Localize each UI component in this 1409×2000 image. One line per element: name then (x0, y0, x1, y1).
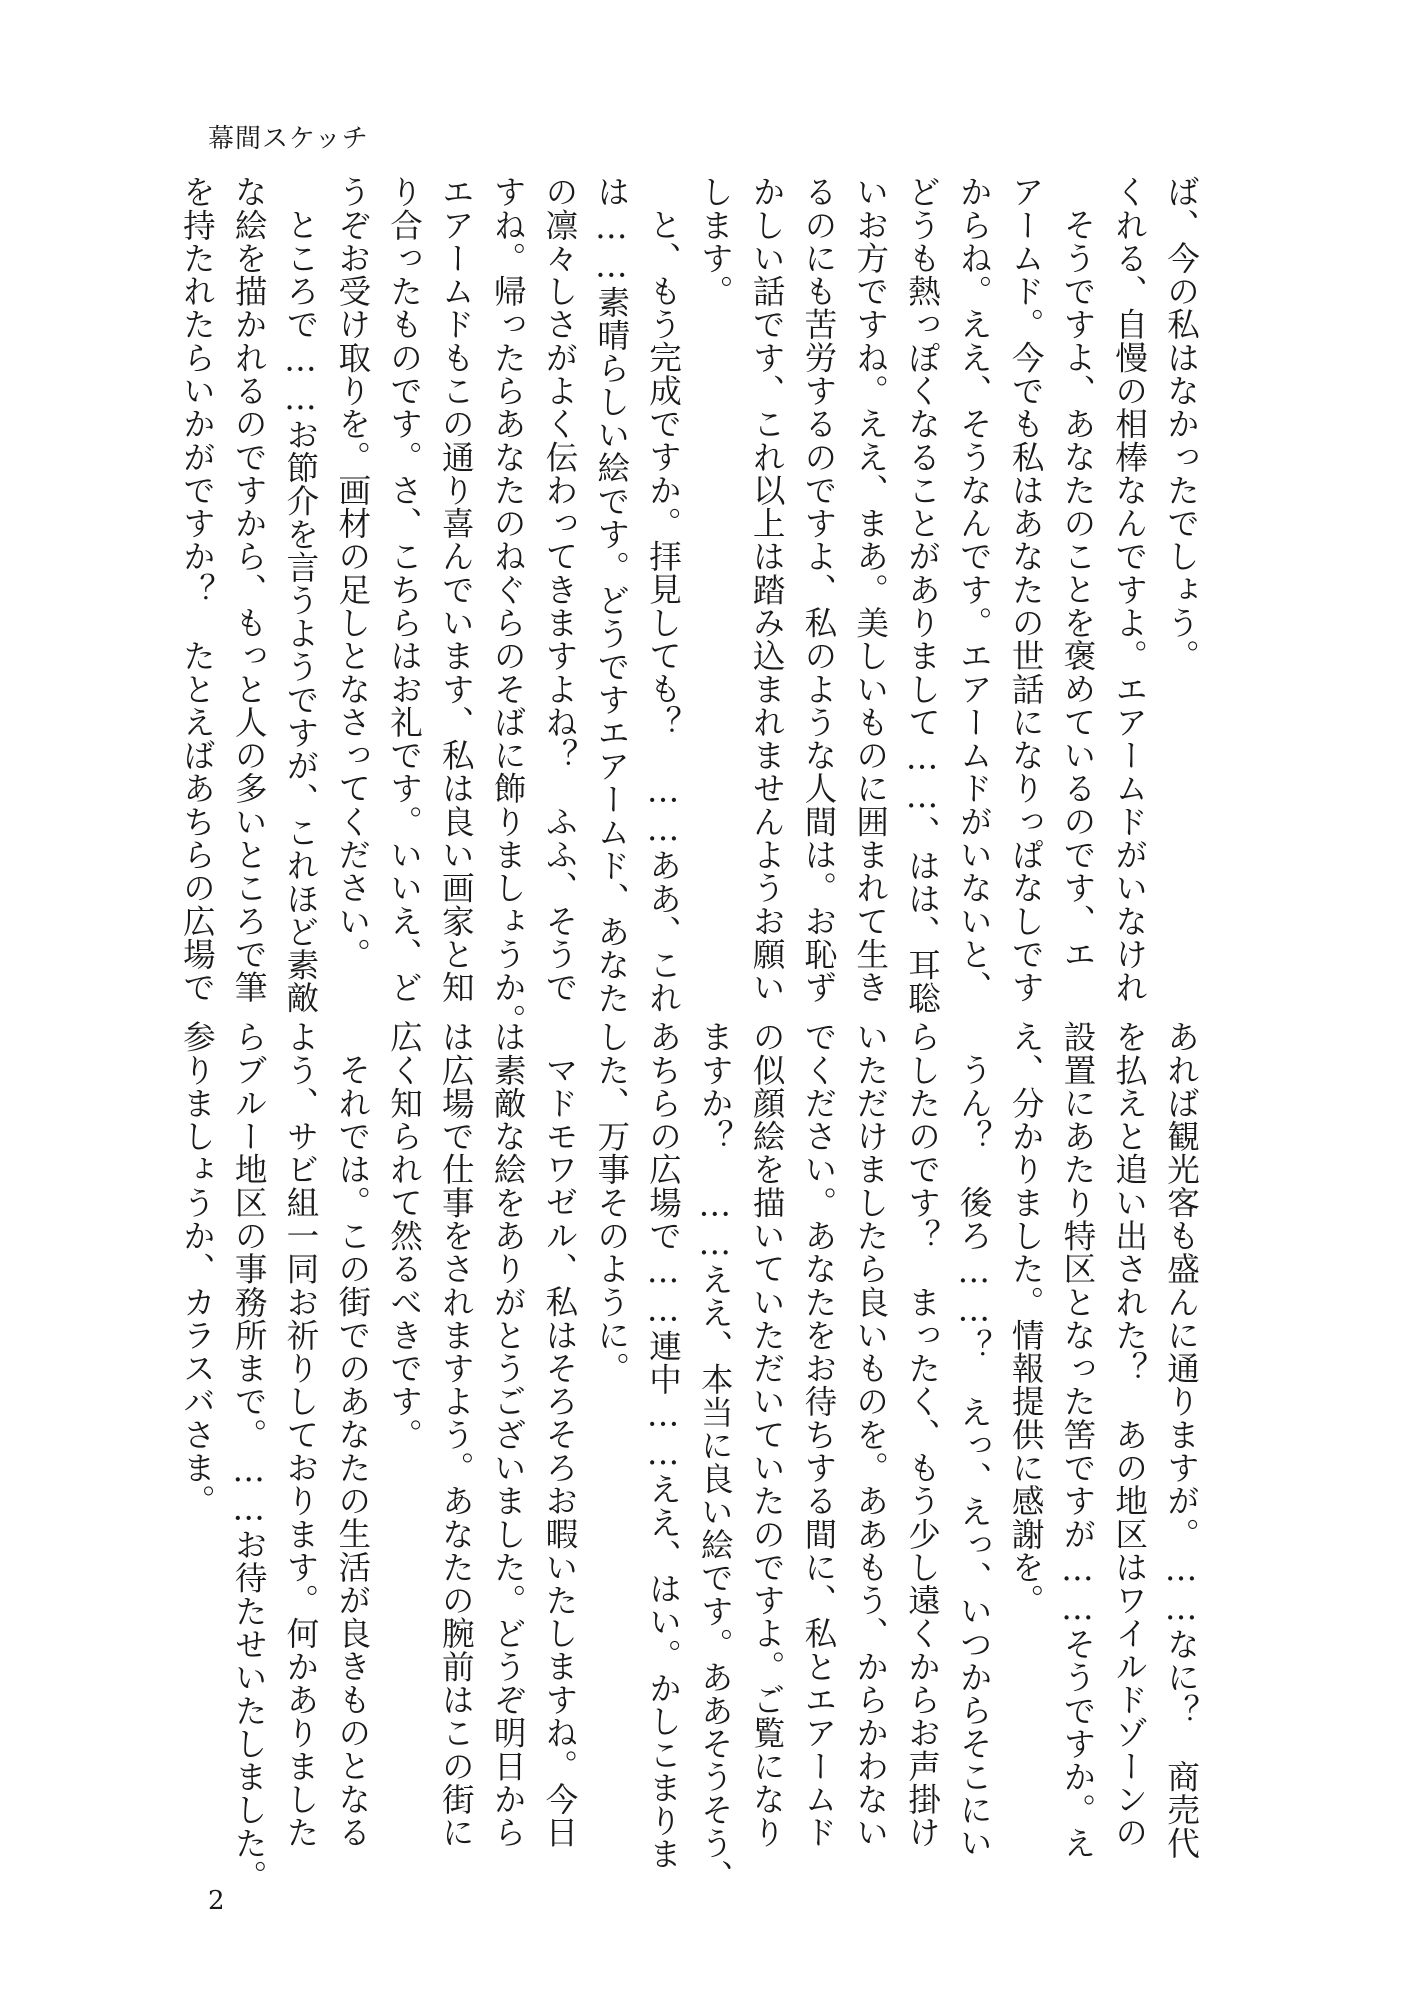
running-header: 幕間スケッチ (208, 124, 369, 154)
text-column: からね。ええ、そうなんです。エアームドがいないと、 (954, 175, 993, 1004)
text-column: アームド。今でも私はあなたの世話になりっぱなしです (1006, 175, 1045, 1004)
text-column: いお方ですね。ええ、まあ。美しいものに囲まれて生き (851, 175, 890, 1004)
text-column: は広場で仕事をされますよう。あなたの腕前はこの街に (436, 1020, 475, 1849)
text-column: でください。あなたをお待ちする間に、私とエアームド (799, 1020, 838, 1849)
text-column: ますか？ ……ええ、本当に良い絵です。ああそうそう、 (695, 1020, 734, 1893)
text-column: すね。帰ったらあなたのねぐらのそばに飾りましょうか。 (488, 175, 527, 1037)
text-column: な絵を描かれるのですから、もっと人の多いところで筆 (229, 175, 268, 1004)
text-column: を払えと追い出された？ あの地区はワイルドゾーンの (1110, 1020, 1149, 1849)
text-block-top (177, 175, 1206, 1037)
text-column: エアームドもこの通り喜んでいます、私は良い画家と知 (436, 175, 475, 1004)
text-column: と、もう完成ですか。拝見しても？ ……ああ、これ (644, 207, 683, 1014)
text-block-bottom (177, 1020, 1206, 1893)
text-column: り合ったものです。さ、こちらはお礼です。いいえ、ど (385, 175, 424, 1004)
text-column: ところで……お節介を言うようですが、これほど素敵 (281, 207, 320, 1014)
text-column: らしたのです？ まったく、もう少し遠くからお声掛け (903, 1020, 942, 1849)
text-column: 参りましょうか、カラスバさま。 (177, 1020, 216, 1518)
text-column: マドモワゼル、私はそろそろお暇いたしますね。今日 (540, 1052, 579, 1848)
text-column: そうですよ、あなたのことを褒めているのです、エ (1058, 207, 1097, 970)
text-column: 広く知られて然るべきです。 (385, 1020, 424, 1451)
text-column: を持たれたらいかがですか？ たとえばあちらの広場で (177, 175, 216, 1004)
text-column: うぞお受け取りを。画材の足しとなさってください。 (333, 175, 372, 971)
text-column: ば、今の私はなかったでしょう。 (1162, 175, 1200, 673)
text-column: の凛々しさがよく伝わってきますよね？ ふふ、そうで (540, 175, 579, 1004)
text-column: あれば観光客も盛んに通りますが。……なに？ 商売代 (1162, 1020, 1200, 1860)
text-column: あちらの広場で……連中……ええ、はい。かしこまりま (644, 1020, 683, 1871)
text-column: した、万事そのように。 (592, 1020, 631, 1385)
text-column: は素敵な絵をありがとうございました。どうぞ明日から (488, 1020, 527, 1849)
text-column: らブルー地区の事務所まで。……お待たせいたしました。 (229, 1020, 268, 1893)
text-column: え、分かりました。情報提供に感謝を。 (1006, 1020, 1045, 1617)
text-column: くれる、自慢の相棒なんですよ。エアームドがいなけれ (1110, 175, 1149, 1004)
text-column: どうも熱っぽくなることがありまして……、はは、耳聡 (903, 175, 942, 1015)
text-column: かしい話です、これ以上は踏み込まれませんようお願い (747, 175, 786, 1004)
text-column: いただけましたら良いものを。ああもう、からかわない (851, 1020, 890, 1849)
text-column: うん？ 後ろ……？ えっ、えっ、いつからそこにい (954, 1052, 993, 1859)
page-number: 2 (208, 1886, 225, 1916)
text-column: るのにも苦労するのですよ、私のような人間は。お恥ず (799, 175, 838, 1004)
text-column: の似顔絵を描いていただいていたのですよ。ご覧になり (747, 1020, 786, 1849)
text-column: 設置にあたり特区となった筈ですが……そうですか。え (1058, 1020, 1097, 1860)
text-column: します。 (695, 175, 734, 308)
text-column: それでは。この街でのあなたの生活が良きものとなる (333, 1052, 372, 1848)
text-column: よう、サビ組一同お祈りしております。何かありました (281, 1020, 320, 1849)
text-column: は……素晴らしい絵です。どうですエアームド、あなた (592, 175, 631, 1015)
